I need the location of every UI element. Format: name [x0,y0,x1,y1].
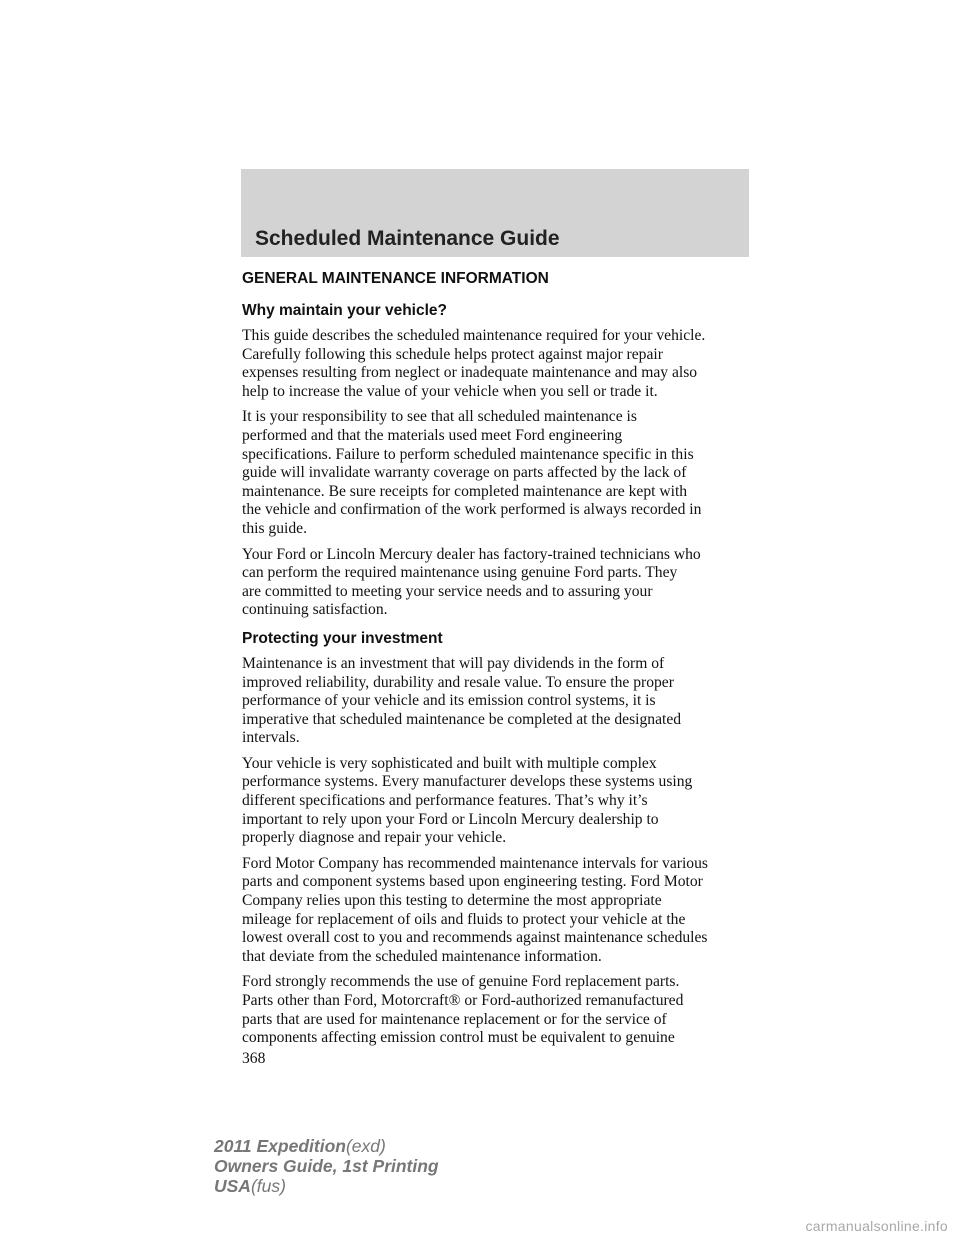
text-line: This guide describes the scheduled maintenance required for your vehicle. [242,327,706,344]
text-line: intervals. [242,729,300,747]
footer-line-model [214,1136,439,1156]
text-line: can perform the required maintenance using genuine Ford parts. They [242,564,678,582]
text-line: expenses resulting from neglect or inadequate maintenance and may also [242,364,698,382]
text-line: components affecting emission control must be equivalent to genuine [242,1029,675,1047]
text-line: Ford Motor Company has recommended maintenance intervals for various [242,854,708,872]
subsection-why-maintain [242,301,754,620]
text-line: imperative that scheduled maintenance be completed at the designated [242,710,682,728]
text-line: It is your responsibility to see that all scheduled maintenance is [242,408,637,426]
main-heading: GENERAL MAINTENANCE INFORMATION [242,270,549,287]
text-line: are committed to meeting your service needs and to assuring your [242,582,653,600]
text-line: Your vehicle is very sophisticated and built with multiple complex [242,754,657,772]
text-line: help to increase the value of your vehicle when you sell or trade it. [242,382,658,400]
text-line: continuing satisfaction. [242,601,388,619]
text-line: this guide. [242,519,307,537]
text-line: guide will invalidate warranty coverage on parts affected by the lack of [242,464,687,482]
paragraph [242,655,754,748]
text-line: performance of your vehicle and its emission control systems, it is [242,692,656,710]
footer-market: USA [214,1176,251,1196]
text-line: Carefully following this schedule helps protect against major repair [242,345,663,363]
subsection-title: Why maintain your vehicle? [242,302,447,319]
section-header-band [241,169,749,257]
print-footer [214,1136,439,1196]
footer-line-market [214,1176,439,1196]
text-line: Maintenance is an investment that will pay dividends in the form of [242,654,665,672]
paragraph [242,546,754,620]
text-line: Parts other than Ford, Motorcraft® or Ford-authorized remanufactured [242,992,684,1009]
subsection-protecting-investment [242,629,754,1048]
footer-market-code: (fus) [250,1176,286,1196]
text-line: Ford strongly recommends the use of genuine Ford replacement parts. [242,973,680,991]
text-line: improved reliability, durability and resale value. To ensure the proper [242,673,674,691]
text-line: the vehicle and confirmation of the work performed is always recorded in [242,501,702,519]
text-line: performance systems. Every manufacturer develops these systems using [242,773,693,791]
text-line: important to rely upon your Ford or Lincoln Mercury dealership to [242,810,659,828]
paragraph [242,855,754,967]
footer-model-code: (exd) [345,1136,386,1156]
watermark: carmanualsonline.info [805,1218,948,1234]
footer-model: 2011 Expedition [214,1136,346,1156]
text-line: parts that are used for maintenance replacement or for the service of [242,1010,667,1028]
page-content [242,269,754,1069]
text-line: different specifications and performance features. That’s why it’s [242,792,648,810]
text-line: Your Ford or Lincoln Mercury dealer has factory-trained technicians who [242,545,701,563]
paragraph [242,408,754,538]
text-line: mileage for replacement of oils and fluids to protect your vehicle at the [242,910,686,928]
text-line: Company relies upon this testing to determine the most appropriate [242,892,662,910]
text-line: properly diagnose and repair your vehicle. [242,829,507,847]
footer-printing: Owners Guide, 1st Printing [214,1156,439,1176]
section-title: Scheduled Maintenance Guide [255,227,560,250]
paragraph [242,327,754,401]
text-line: that deviate from the scheduled maintenance information. [242,947,602,965]
text-line: lowest overall cost to you and recommends against maintenance schedules [242,929,708,947]
paragraph [242,755,754,848]
text-line: maintenance. Be sure receipts for completed maintenance are kept with [242,482,688,500]
text-line: parts and component systems based upon engineering testing. Ford Motor [242,873,703,891]
page-number: 368 [242,1049,266,1067]
text-line: performed and that the materials used meet Ford engineering [242,426,623,444]
text-line: specifications. Failure to perform scheduled maintenance specific in this [242,445,694,463]
paragraph [242,973,754,1047]
subsection-title: Protecting your investment [242,629,443,647]
